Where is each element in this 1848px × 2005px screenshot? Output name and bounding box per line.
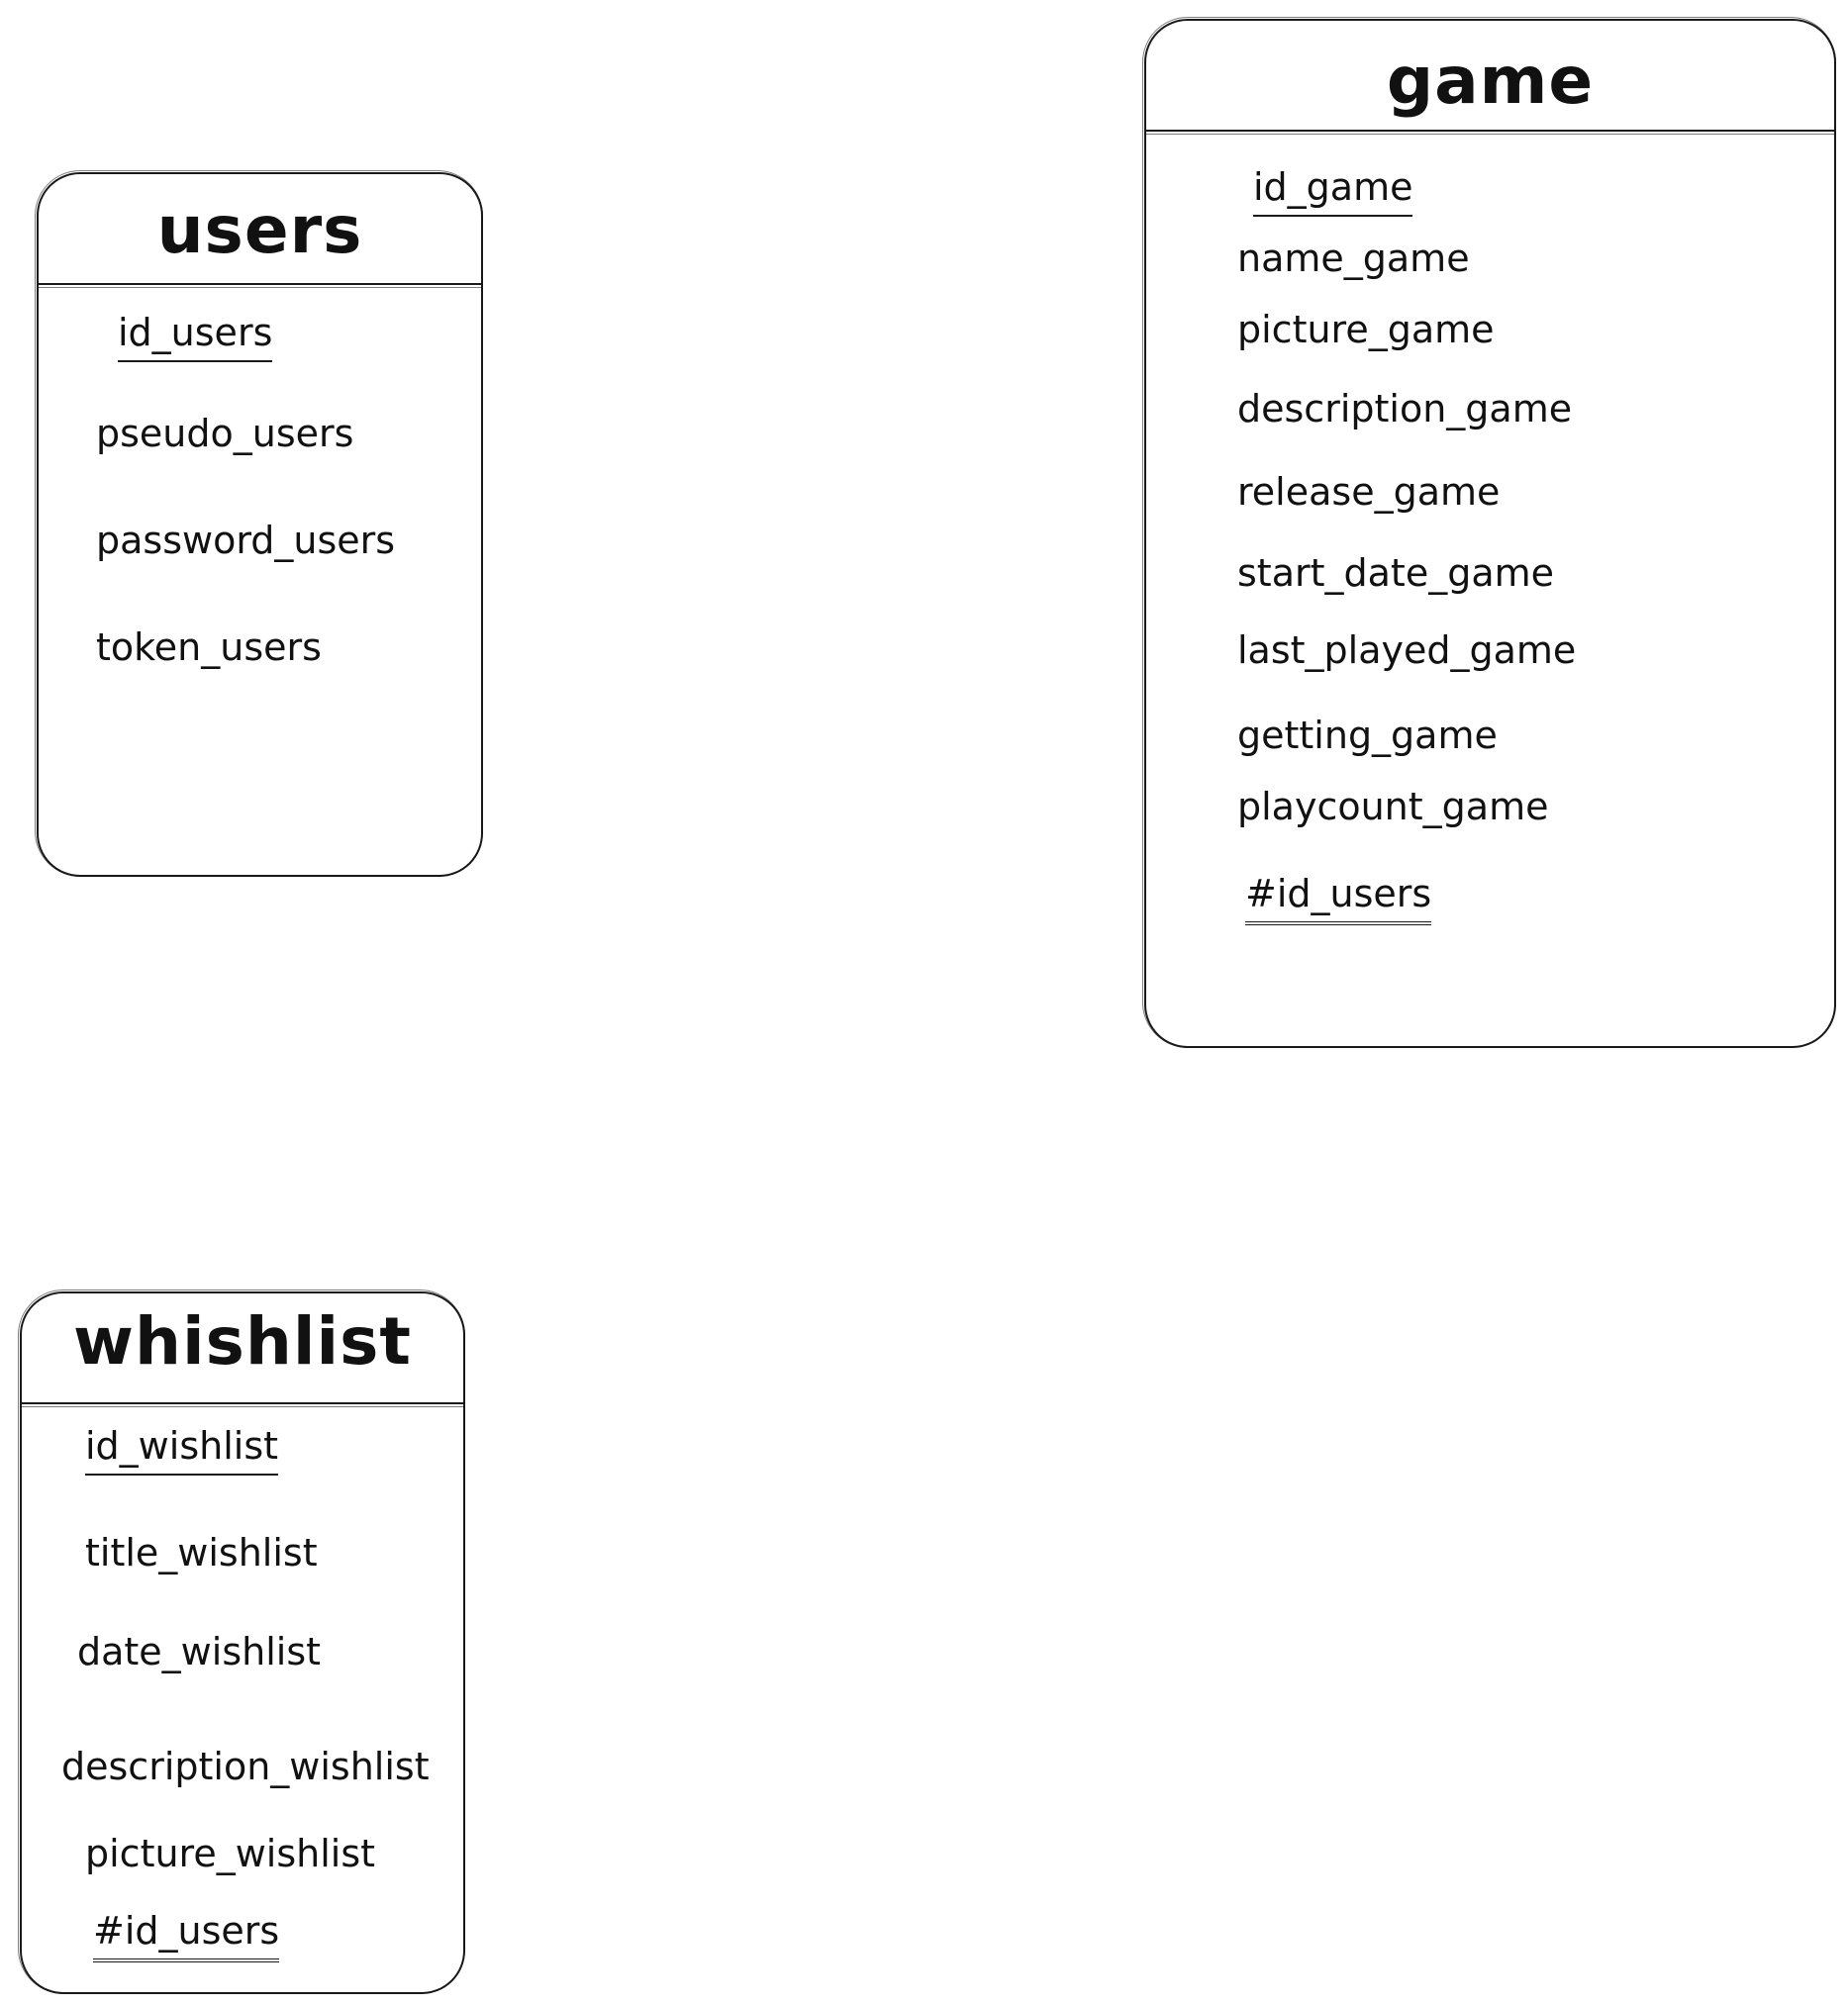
header-divider: [37, 283, 483, 285]
field: playcount_game: [1237, 785, 1549, 828]
field-label: id_wishlist: [85, 1424, 278, 1476]
entity-game[interactable]: [1144, 19, 1836, 1048]
field: title_wishlist: [85, 1531, 318, 1575]
field-label: id_game: [1253, 165, 1412, 217]
field: description_wishlist: [61, 1745, 430, 1788]
entity-title: game: [1386, 43, 1595, 119]
field: picture_wishlist: [85, 1832, 376, 1875]
field: getting_game: [1237, 714, 1498, 757]
field-label: id_users: [118, 311, 272, 362]
field: picture_game: [1237, 308, 1495, 351]
field: date_wishlist: [77, 1630, 322, 1673]
field: pseudo_users: [96, 412, 354, 455]
field-label: #id_users: [93, 1909, 279, 1962]
entity-title: users: [156, 192, 363, 268]
field: last_played_game: [1237, 628, 1577, 672]
primary-key-field: [1253, 165, 1412, 217]
foreign-key-field: [1245, 872, 1431, 925]
header-divider: [20, 1402, 465, 1404]
field: start_date_game: [1237, 551, 1554, 595]
primary-key-field: [118, 311, 272, 362]
field: release_game: [1237, 470, 1501, 514]
entity-title: whishlist: [73, 1303, 412, 1380]
field-label: #id_users: [1245, 872, 1431, 925]
field: description_game: [1237, 387, 1573, 430]
field: token_users: [96, 625, 322, 669]
entity-users[interactable]: [37, 172, 483, 877]
field: password_users: [96, 519, 396, 562]
field: name_game: [1237, 237, 1470, 280]
primary-key-field: [85, 1424, 278, 1476]
foreign-key-field: [93, 1909, 279, 1962]
header-divider: [1144, 130, 1836, 132]
entity-whishlist[interactable]: [20, 1291, 465, 1994]
